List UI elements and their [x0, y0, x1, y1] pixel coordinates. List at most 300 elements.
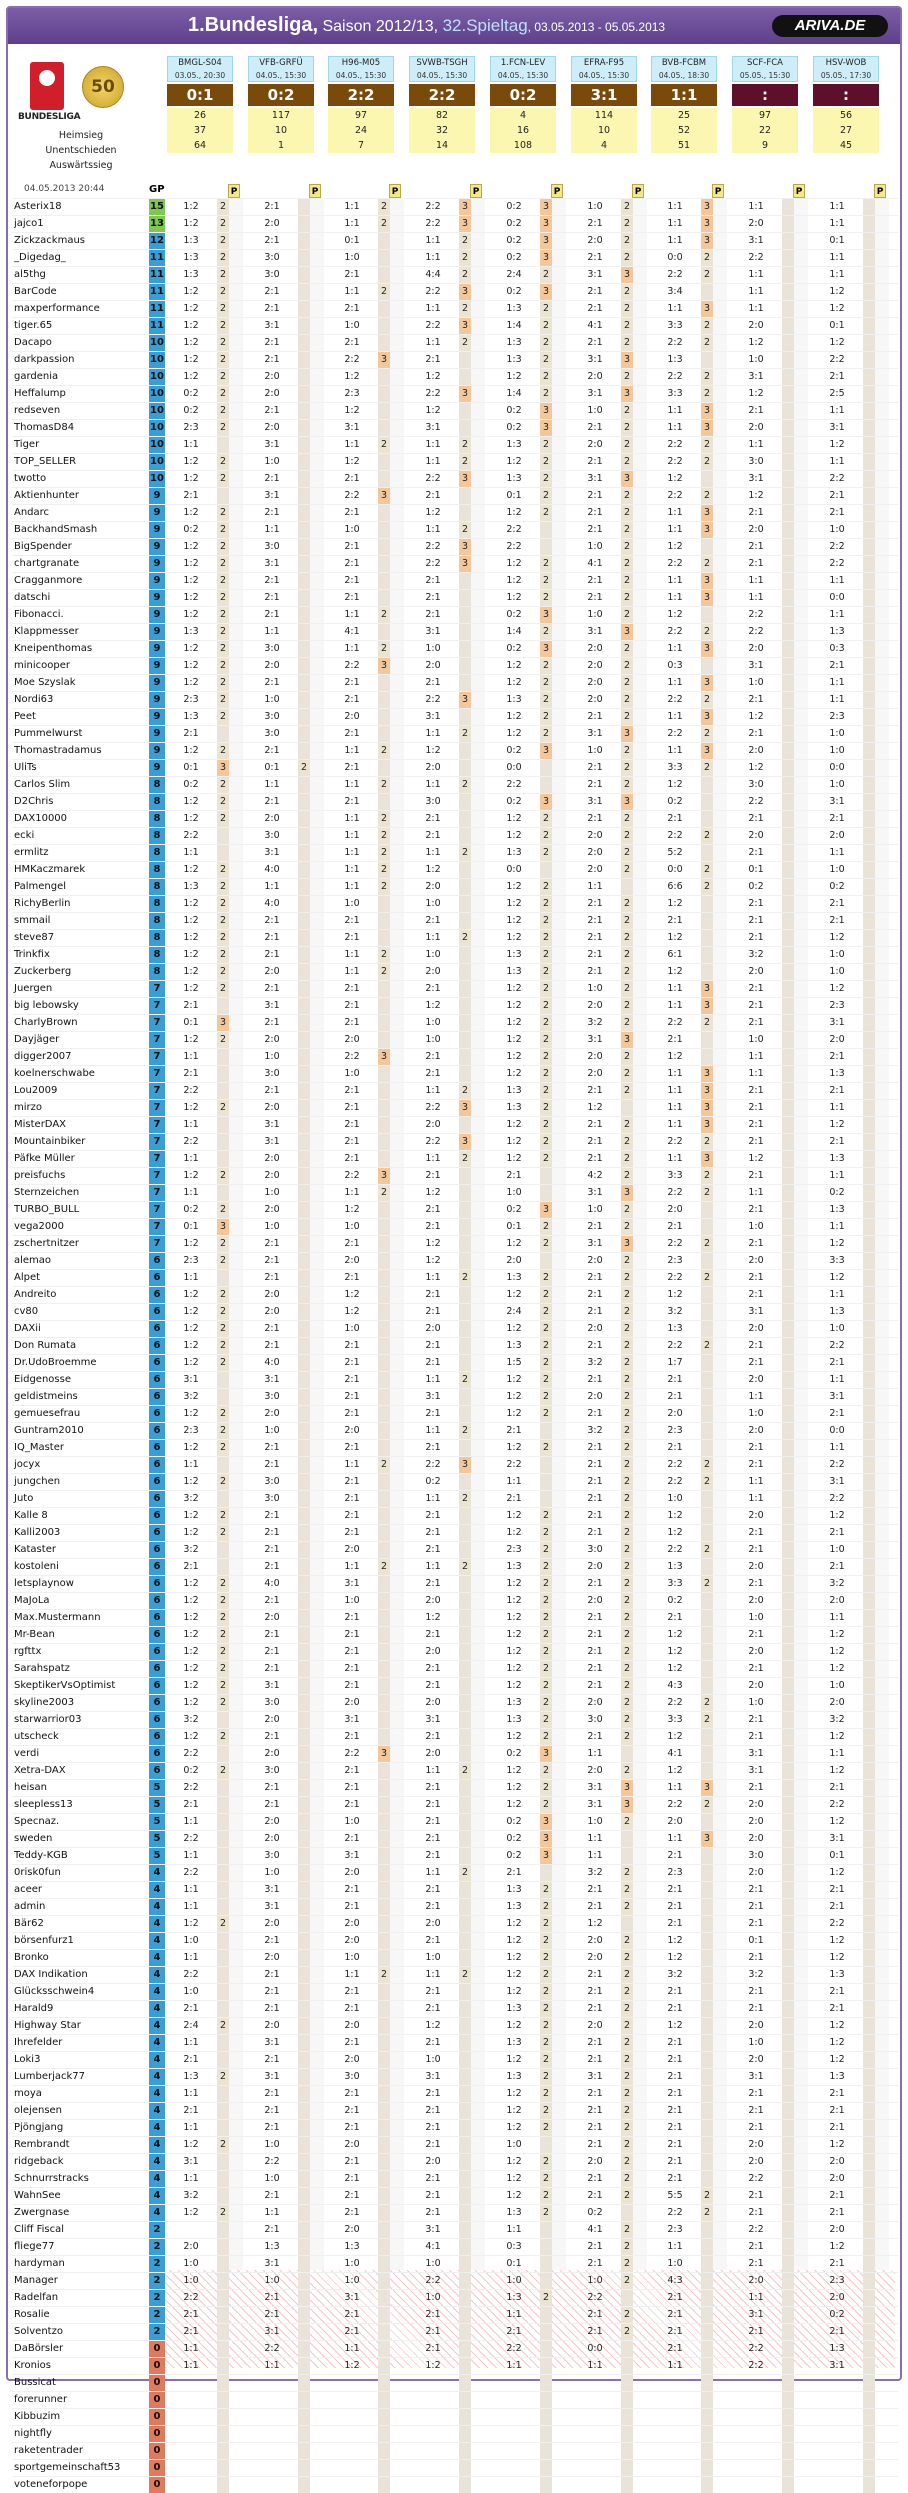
tip-points — [378, 233, 390, 249]
tip-value: 1:1 — [829, 609, 845, 620]
player-name[interactable]: BackhandSmash — [14, 524, 98, 535]
player-name[interactable]: mirzo — [14, 1102, 42, 1113]
tip-points — [863, 2358, 875, 2374]
player-name[interactable]: twotto — [14, 473, 47, 484]
table-row — [12, 317, 898, 334]
tip-points — [298, 1134, 310, 1150]
tip-value: 0:2 — [183, 1765, 199, 1776]
player-name[interactable]: Bär62 — [14, 1918, 44, 1929]
tip-value: 2:1 — [344, 915, 360, 926]
tip-value: 2:1 — [264, 1561, 280, 1572]
table-row — [12, 2204, 898, 2221]
player-name[interactable]: Highway Star — [14, 2020, 81, 2031]
player-name[interactable]: preisfuchs — [14, 1170, 66, 1181]
tip-points — [378, 471, 390, 487]
player-name[interactable]: aceer — [14, 1884, 43, 1895]
tip-value: 1:3 — [506, 1697, 522, 1708]
player-name[interactable]: SkeptikerVsOptimist — [14, 1680, 116, 1691]
match-header[interactable] — [813, 56, 879, 82]
player-name[interactable]: datschi — [14, 592, 51, 603]
tip-value: 2:0 — [748, 1255, 764, 1266]
player-name[interactable]: Pjöngjang — [14, 2122, 64, 2133]
match-header[interactable] — [248, 56, 314, 82]
player-name[interactable]: steve87 — [14, 932, 55, 943]
player-name[interactable]: hardyman — [14, 2258, 65, 2269]
tip-points — [217, 2052, 229, 2068]
tip-value: 1:2 — [506, 1374, 522, 1385]
player-name[interactable]: sleepless13 — [14, 1799, 73, 1810]
player-name[interactable]: Guntram2010 — [14, 1425, 84, 1436]
player-name[interactable]: Dacapo — [14, 337, 52, 348]
player-name[interactable]: geldistmeins — [14, 1391, 78, 1402]
player-name[interactable]: Mr-Bean — [14, 1629, 55, 1640]
tip-points: 2 — [621, 641, 633, 657]
tip-value: 1:1 — [344, 218, 360, 229]
player-name[interactable]: big lebowsky — [14, 1000, 79, 1011]
tip-points — [378, 1032, 390, 1048]
player-name[interactable]: heisan — [14, 1782, 47, 1793]
player-name[interactable]: DaBörsler — [14, 2343, 64, 2354]
player-points: 6 — [149, 1321, 165, 1337]
player-name[interactable]: Glücksschwein4 — [14, 1986, 95, 1997]
player-name[interactable]: ecki — [14, 830, 35, 841]
player-name[interactable]: starwarrior03 — [14, 1714, 82, 1725]
table-row — [12, 2374, 898, 2391]
player-name[interactable]: TURBO_BULL — [14, 1204, 80, 1215]
tip-value: 1:0 — [748, 1034, 764, 1045]
tip-value: 1:2 — [506, 1153, 522, 1164]
player-name[interactable]: verdi — [14, 1748, 40, 1759]
player-name[interactable]: Aktienhunter — [14, 490, 80, 501]
tip-value: 1:1 — [425, 1867, 441, 1878]
table-row — [12, 861, 898, 878]
match-header[interactable] — [571, 56, 637, 82]
player-name[interactable]: ThomasD84 — [14, 422, 75, 433]
tip-points — [782, 1474, 794, 1490]
tip-points — [863, 1950, 875, 1966]
tip-points: 3 — [540, 284, 552, 300]
player-name[interactable]: Kibbuzim — [14, 2411, 61, 2422]
player-name[interactable]: Alpet — [14, 1272, 41, 1283]
player-name[interactable]: Harald9 — [14, 2003, 54, 2014]
player-name[interactable]: admin — [14, 1901, 46, 1912]
player-name[interactable]: Andarc — [14, 507, 50, 518]
tip-value: 2:1 — [587, 2309, 603, 2320]
player-name[interactable]: IQ_Master — [14, 1442, 64, 1453]
tip-value: 3:0 — [264, 1391, 280, 1402]
player-name[interactable]: zschertnitzer — [14, 1238, 80, 1249]
tip-points — [217, 1083, 229, 1099]
tip-points — [378, 1542, 390, 1558]
tip-value: 1:0 — [344, 524, 360, 535]
player-name[interactable]: WahnSee — [14, 2190, 61, 2201]
player-name[interactable]: skyline2003 — [14, 1697, 75, 1708]
player-name[interactable]: Fibonacci. — [14, 609, 64, 620]
tip-points — [782, 743, 794, 759]
tip-value: 1:1 — [344, 1459, 360, 1470]
player-name[interactable]: moya — [14, 2088, 42, 2099]
player-name[interactable]: Kalli2003 — [14, 1527, 61, 1538]
player-points: 4 — [149, 1882, 165, 1898]
tip-value: 2:1 — [264, 2309, 280, 2320]
tip-points — [863, 573, 875, 589]
tip-points: 2 — [217, 811, 229, 827]
player-name[interactable]: minicooper — [14, 660, 70, 671]
tip-points — [298, 1321, 310, 1337]
tip-points — [863, 1117, 875, 1133]
player-name[interactable]: RichyBerlin — [14, 898, 71, 909]
player-name[interactable]: smmail — [14, 915, 51, 926]
player-name[interactable]: Juto — [14, 1493, 34, 1504]
player-name[interactable]: Mountainbiker — [14, 1136, 86, 1147]
player-name[interactable]: HMKaczmarek — [14, 864, 86, 875]
player-name[interactable]: Dayjäger — [14, 1034, 60, 1045]
player-name[interactable]: nightfly — [14, 2428, 52, 2439]
player-name[interactable]: Päfke Müller — [14, 1153, 75, 1164]
tip-value: 2:0 — [344, 1425, 360, 1436]
player-name[interactable]: maxperformance — [14, 303, 100, 314]
player-name[interactable]: jungchen — [14, 1476, 61, 1487]
tip-points: 2 — [701, 386, 713, 402]
player-name[interactable]: MisterDAX — [14, 1119, 67, 1130]
tip-value: 2:0 — [344, 1867, 360, 1878]
player-name[interactable]: utscheck — [14, 1731, 59, 1742]
tip-points — [298, 879, 310, 895]
match-result: 0:1 — [167, 84, 233, 106]
player-name[interactable]: kostoleni — [14, 1561, 59, 1572]
player-name[interactable]: Radelfan — [14, 2292, 59, 2303]
player-name[interactable]: Rembrandt — [14, 2139, 70, 2150]
tip-value: 2:1 — [829, 1527, 845, 1538]
tip-value: 1:2 — [587, 1918, 603, 1929]
player-name[interactable]: DAXii — [14, 1323, 41, 1334]
tip-value: 0:1 — [183, 1221, 199, 1232]
match-header[interactable] — [490, 56, 556, 82]
table-row — [12, 2238, 898, 2255]
player-name[interactable]: Ihrefelder — [14, 2037, 63, 2048]
player-name[interactable]: letsplaynow — [14, 1578, 74, 1589]
tip-points: 2 — [540, 828, 552, 844]
tip-points — [863, 692, 875, 708]
tip-points — [298, 1508, 310, 1524]
player-name[interactable]: Cragganmore — [14, 575, 83, 586]
player-name[interactable]: 0risk0fun — [14, 1867, 61, 1878]
tip-value: 2:1 — [587, 422, 603, 433]
player-name[interactable]: Tiger — [14, 439, 40, 450]
tip-value: 1:0 — [264, 1051, 280, 1062]
player-name[interactable]: TOP_SELLER — [14, 456, 77, 467]
tip-points — [217, 1372, 229, 1388]
player-name[interactable]: koelnerschwabe — [14, 1068, 95, 1079]
label-away-win: Auswärtssieg — [49, 160, 113, 171]
player-name[interactable]: Solventzo — [14, 2326, 63, 2337]
tip-points: 2 — [621, 692, 633, 708]
player-name[interactable]: Andreito — [14, 1289, 57, 1300]
player-name[interactable]: Palmengel — [14, 881, 66, 892]
player-name[interactable]: jajco1 — [14, 218, 44, 229]
player-name[interactable]: Eidgenosse — [14, 1374, 71, 1385]
tip-value: 2:1 — [264, 677, 280, 688]
player-name[interactable]: Sarahspatz — [14, 1663, 70, 1674]
player-name[interactable]: gemuesefrau — [14, 1408, 81, 1419]
player-name[interactable]: vega2000 — [14, 1221, 64, 1232]
tip-points: 3 — [540, 420, 552, 436]
player-name[interactable]: Kataster — [14, 1544, 56, 1555]
tip-points — [863, 1406, 875, 1422]
player-name[interactable]: Juergen — [14, 983, 53, 994]
player-name[interactable]: Don Rumata — [14, 1340, 77, 1351]
tip-points — [863, 284, 875, 300]
player-name[interactable]: Manager — [14, 2275, 58, 2286]
tip-points — [782, 998, 794, 1014]
tip-points — [459, 420, 471, 436]
tip-points — [298, 709, 310, 725]
tip-value: 2:1 — [587, 1986, 603, 1997]
tip-value: 2:1 — [344, 1731, 360, 1742]
player-points: 8 — [149, 811, 165, 827]
player-name[interactable]: CharlyBrown — [14, 1017, 78, 1028]
player-name[interactable]: Xetra-DAX — [14, 1765, 66, 1776]
player-name[interactable]: sweden — [14, 1833, 53, 1844]
tip-value: 2:1 — [344, 2207, 360, 2218]
player-name[interactable]: Rosalie — [14, 2309, 50, 2320]
tip-value: 2:1 — [587, 1646, 603, 1657]
player-name[interactable]: Trinkfix — [14, 949, 50, 960]
tip-value: 1:1 — [748, 592, 764, 603]
player-name[interactable]: Nordi63 — [14, 694, 54, 705]
tip-points: 2 — [701, 556, 713, 572]
tip-points — [540, 2426, 552, 2442]
tip-value: 2:2 — [748, 2224, 764, 2235]
match-header[interactable] — [167, 56, 233, 82]
player-name[interactable]: Teddy-KGB — [14, 1850, 68, 1861]
tip-value: 1:0 — [425, 643, 441, 654]
table-row — [12, 1269, 898, 1286]
tip-points — [863, 1491, 875, 1507]
player-name[interactable]: börsenfurz1 — [14, 1935, 74, 1946]
player-name[interactable]: cv80 — [14, 1306, 39, 1317]
match-column-9 — [813, 56, 879, 153]
player-name[interactable]: Kneipenthomas — [14, 643, 93, 654]
tip-value: 3:2 — [183, 2190, 199, 2201]
player-name[interactable]: UliTs — [14, 762, 37, 773]
player-name[interactable]: chartgranate — [14, 558, 80, 569]
player-name[interactable]: al5thg — [14, 269, 46, 280]
tip-value: 2:1 — [667, 2326, 683, 2337]
player-name[interactable]: voteneforpope — [14, 2479, 88, 2490]
player-name[interactable]: MaJoLa — [14, 1595, 50, 1606]
table-row — [12, 2255, 898, 2272]
player-name[interactable]: redseven — [14, 405, 61, 416]
tip-points: 2 — [540, 1984, 552, 2000]
tip-points — [863, 1984, 875, 2000]
tip-points — [378, 250, 390, 266]
table-row — [12, 538, 898, 555]
tip-value: 1:1 — [183, 1153, 199, 1164]
tip-points: 3 — [701, 1780, 713, 1796]
tip-value: 3:1 — [829, 422, 845, 433]
tip-value: 2:2 — [829, 541, 845, 552]
player-name[interactable]: Bussicat — [14, 2377, 56, 2388]
tip-value: 1:1 — [344, 439, 360, 450]
tip-value: 2:1 — [264, 932, 280, 943]
tip-value: 1:0 — [829, 524, 845, 535]
player-name[interactable]: Carlos Slim — [14, 779, 71, 790]
player-name[interactable]: forerunner — [14, 2394, 68, 2405]
match-header[interactable] — [328, 56, 394, 82]
match-header[interactable] — [732, 56, 798, 82]
tip-points — [701, 1763, 713, 1779]
tip-value: 2:1 — [264, 1799, 280, 1810]
tip-value: 1:1 — [425, 932, 441, 943]
player-name[interactable]: Thomastradamus — [14, 745, 102, 756]
player-name[interactable]: olejensen — [14, 2105, 63, 2116]
tip-value: 2:1 — [264, 1340, 280, 1351]
tip-value: 2:2 — [506, 2343, 522, 2354]
tip-points — [863, 2035, 875, 2051]
tip-points — [782, 1491, 794, 1507]
tip-points — [782, 964, 794, 980]
player-name[interactable]: Klappmesser — [14, 626, 79, 637]
player-name[interactable]: gardenia — [14, 371, 59, 382]
tip-points: 2 — [540, 471, 552, 487]
tip-points — [459, 1117, 471, 1133]
tip-points — [459, 1882, 471, 1898]
player-name[interactable]: digger2007 — [14, 1051, 72, 1062]
tip-points — [378, 1423, 390, 1439]
tip-points — [863, 1185, 875, 1201]
tip-points — [459, 2086, 471, 2102]
tip-points — [298, 1474, 310, 1490]
tip-value: 2:1 — [183, 1068, 199, 1079]
player-name[interactable]: BigSpender — [14, 541, 72, 552]
match-header[interactable] — [409, 56, 475, 82]
table-row — [12, 470, 898, 487]
player-name[interactable]: darkpassion — [14, 354, 75, 365]
tip-points — [217, 1542, 229, 1558]
tip-points: 2 — [621, 1542, 633, 1558]
player-name[interactable]: Specnaz. — [14, 1816, 60, 1827]
player-name[interactable]: Max.Mustermann — [14, 1612, 101, 1623]
match-column-5 — [490, 56, 556, 153]
player-points: 9 — [149, 539, 165, 555]
tip-value: 2:3 — [183, 1425, 199, 1436]
player-name[interactable]: Zwergnase — [14, 2207, 70, 2218]
tip-value: 2:1 — [748, 1918, 764, 1929]
tip-points: 2 — [621, 1814, 633, 1830]
tip-value: 2:1 — [264, 2054, 280, 2065]
title-season: Saison 2012/13, — [318, 18, 443, 35]
tip-points — [540, 1491, 552, 1507]
player-name[interactable]: jocyx — [14, 1459, 41, 1470]
match-name: H96-M05 — [341, 58, 381, 68]
table-row — [12, 1881, 898, 1898]
tip-points: 2 — [621, 1083, 633, 1099]
tip-points — [459, 1780, 471, 1796]
tip-points — [298, 1712, 310, 1728]
tip-points: 2 — [621, 1202, 633, 1218]
tip-value: 2:1 — [748, 1102, 764, 1113]
player-name[interactable]: Peet — [14, 711, 36, 722]
player-name[interactable]: Moe Szyslak — [14, 677, 76, 688]
player-name[interactable]: ridgeback — [14, 2156, 64, 2167]
tip-value: 2:0 — [587, 2156, 603, 2167]
player-name[interactable]: Sternzeichen — [14, 1187, 80, 1198]
player-name[interactable]: Zickzackmaus — [14, 235, 86, 246]
player-name[interactable]: Dr.UdoBroemme — [14, 1357, 97, 1368]
match-result: 2:2 — [328, 84, 394, 106]
tip-value: 1:1 — [587, 1748, 603, 1759]
player-name[interactable]: Lou2009 — [14, 1085, 58, 1096]
tip-points: 2 — [621, 2120, 633, 2136]
player-name[interactable]: Kalle 8 — [14, 1510, 48, 1521]
tip-points — [701, 1253, 713, 1269]
tip-points — [782, 794, 794, 810]
player-name[interactable]: Asterix18 — [14, 201, 62, 212]
tip-value: 1:2 — [183, 1578, 199, 1589]
player-name[interactable]: Pummelwurst — [14, 728, 83, 739]
player-name[interactable]: sportgemeinschaft53 — [14, 2462, 121, 2473]
tip-points — [378, 1916, 390, 1932]
tip-value: 1:2 — [506, 1527, 522, 1538]
tip-points: 3 — [701, 709, 713, 725]
tip-points — [540, 539, 552, 555]
match-header[interactable] — [651, 56, 717, 82]
player-name[interactable]: Lumberjack77 — [14, 2071, 86, 2082]
ariva-logo[interactable]: ARIVA.DE — [772, 15, 888, 37]
player-name[interactable]: Zuckerberg — [14, 966, 72, 977]
tip-points — [863, 1355, 875, 1371]
player-name[interactable]: D2Chris — [14, 796, 54, 807]
tip-value: 2:0 — [264, 422, 280, 433]
tip-value: 3:0 — [425, 796, 441, 807]
player-name[interactable]: Cliff Fiscal — [14, 2224, 65, 2235]
tip-points — [459, 2341, 471, 2357]
player-name[interactable]: Heffalump — [14, 388, 66, 399]
tip-points — [782, 1032, 794, 1048]
stat-draw: 32 — [409, 123, 475, 138]
tip-value: 2:1 — [344, 1374, 360, 1385]
player-name[interactable]: Loki3 — [14, 2054, 41, 2065]
tip-points: 2 — [540, 2205, 552, 2221]
tip-points — [378, 2154, 390, 2170]
player-name[interactable]: DAX10000 — [14, 813, 68, 824]
player-name[interactable]: alemao — [14, 1255, 52, 1266]
tip-points — [459, 1627, 471, 1643]
player-name[interactable]: Schnurrstracks — [14, 2173, 89, 2184]
tip-value: 2:1 — [829, 1884, 845, 1895]
player-name[interactable]: fliege77 — [14, 2241, 55, 2252]
player-name[interactable]: BarCode — [14, 286, 57, 297]
tip-points — [782, 726, 794, 742]
tip-value: 1:2 — [829, 1119, 845, 1130]
tip-value: 2:1 — [344, 1986, 360, 1997]
player-name[interactable]: Kronios — [14, 2360, 52, 2371]
player-name[interactable]: rgfttx — [14, 1646, 42, 1657]
tip-points — [863, 2086, 875, 2102]
tip-points — [540, 760, 552, 776]
tip-points: 2 — [217, 1525, 229, 1541]
player-name[interactable]: Bronko — [14, 1952, 49, 1963]
player-name[interactable]: ermlitz — [14, 847, 49, 858]
tip-points — [298, 1168, 310, 1184]
player-name[interactable]: _Digedag_ — [14, 252, 66, 263]
player-name[interactable]: tiger.65 — [14, 320, 53, 331]
title-matchday-link[interactable]: 32.Spieltag — [442, 16, 528, 35]
player-name[interactable]: raketentrader — [14, 2445, 84, 2456]
tip-value: 1:2 — [829, 1646, 845, 1657]
player-name[interactable]: DAX Indikation — [14, 1969, 88, 1980]
